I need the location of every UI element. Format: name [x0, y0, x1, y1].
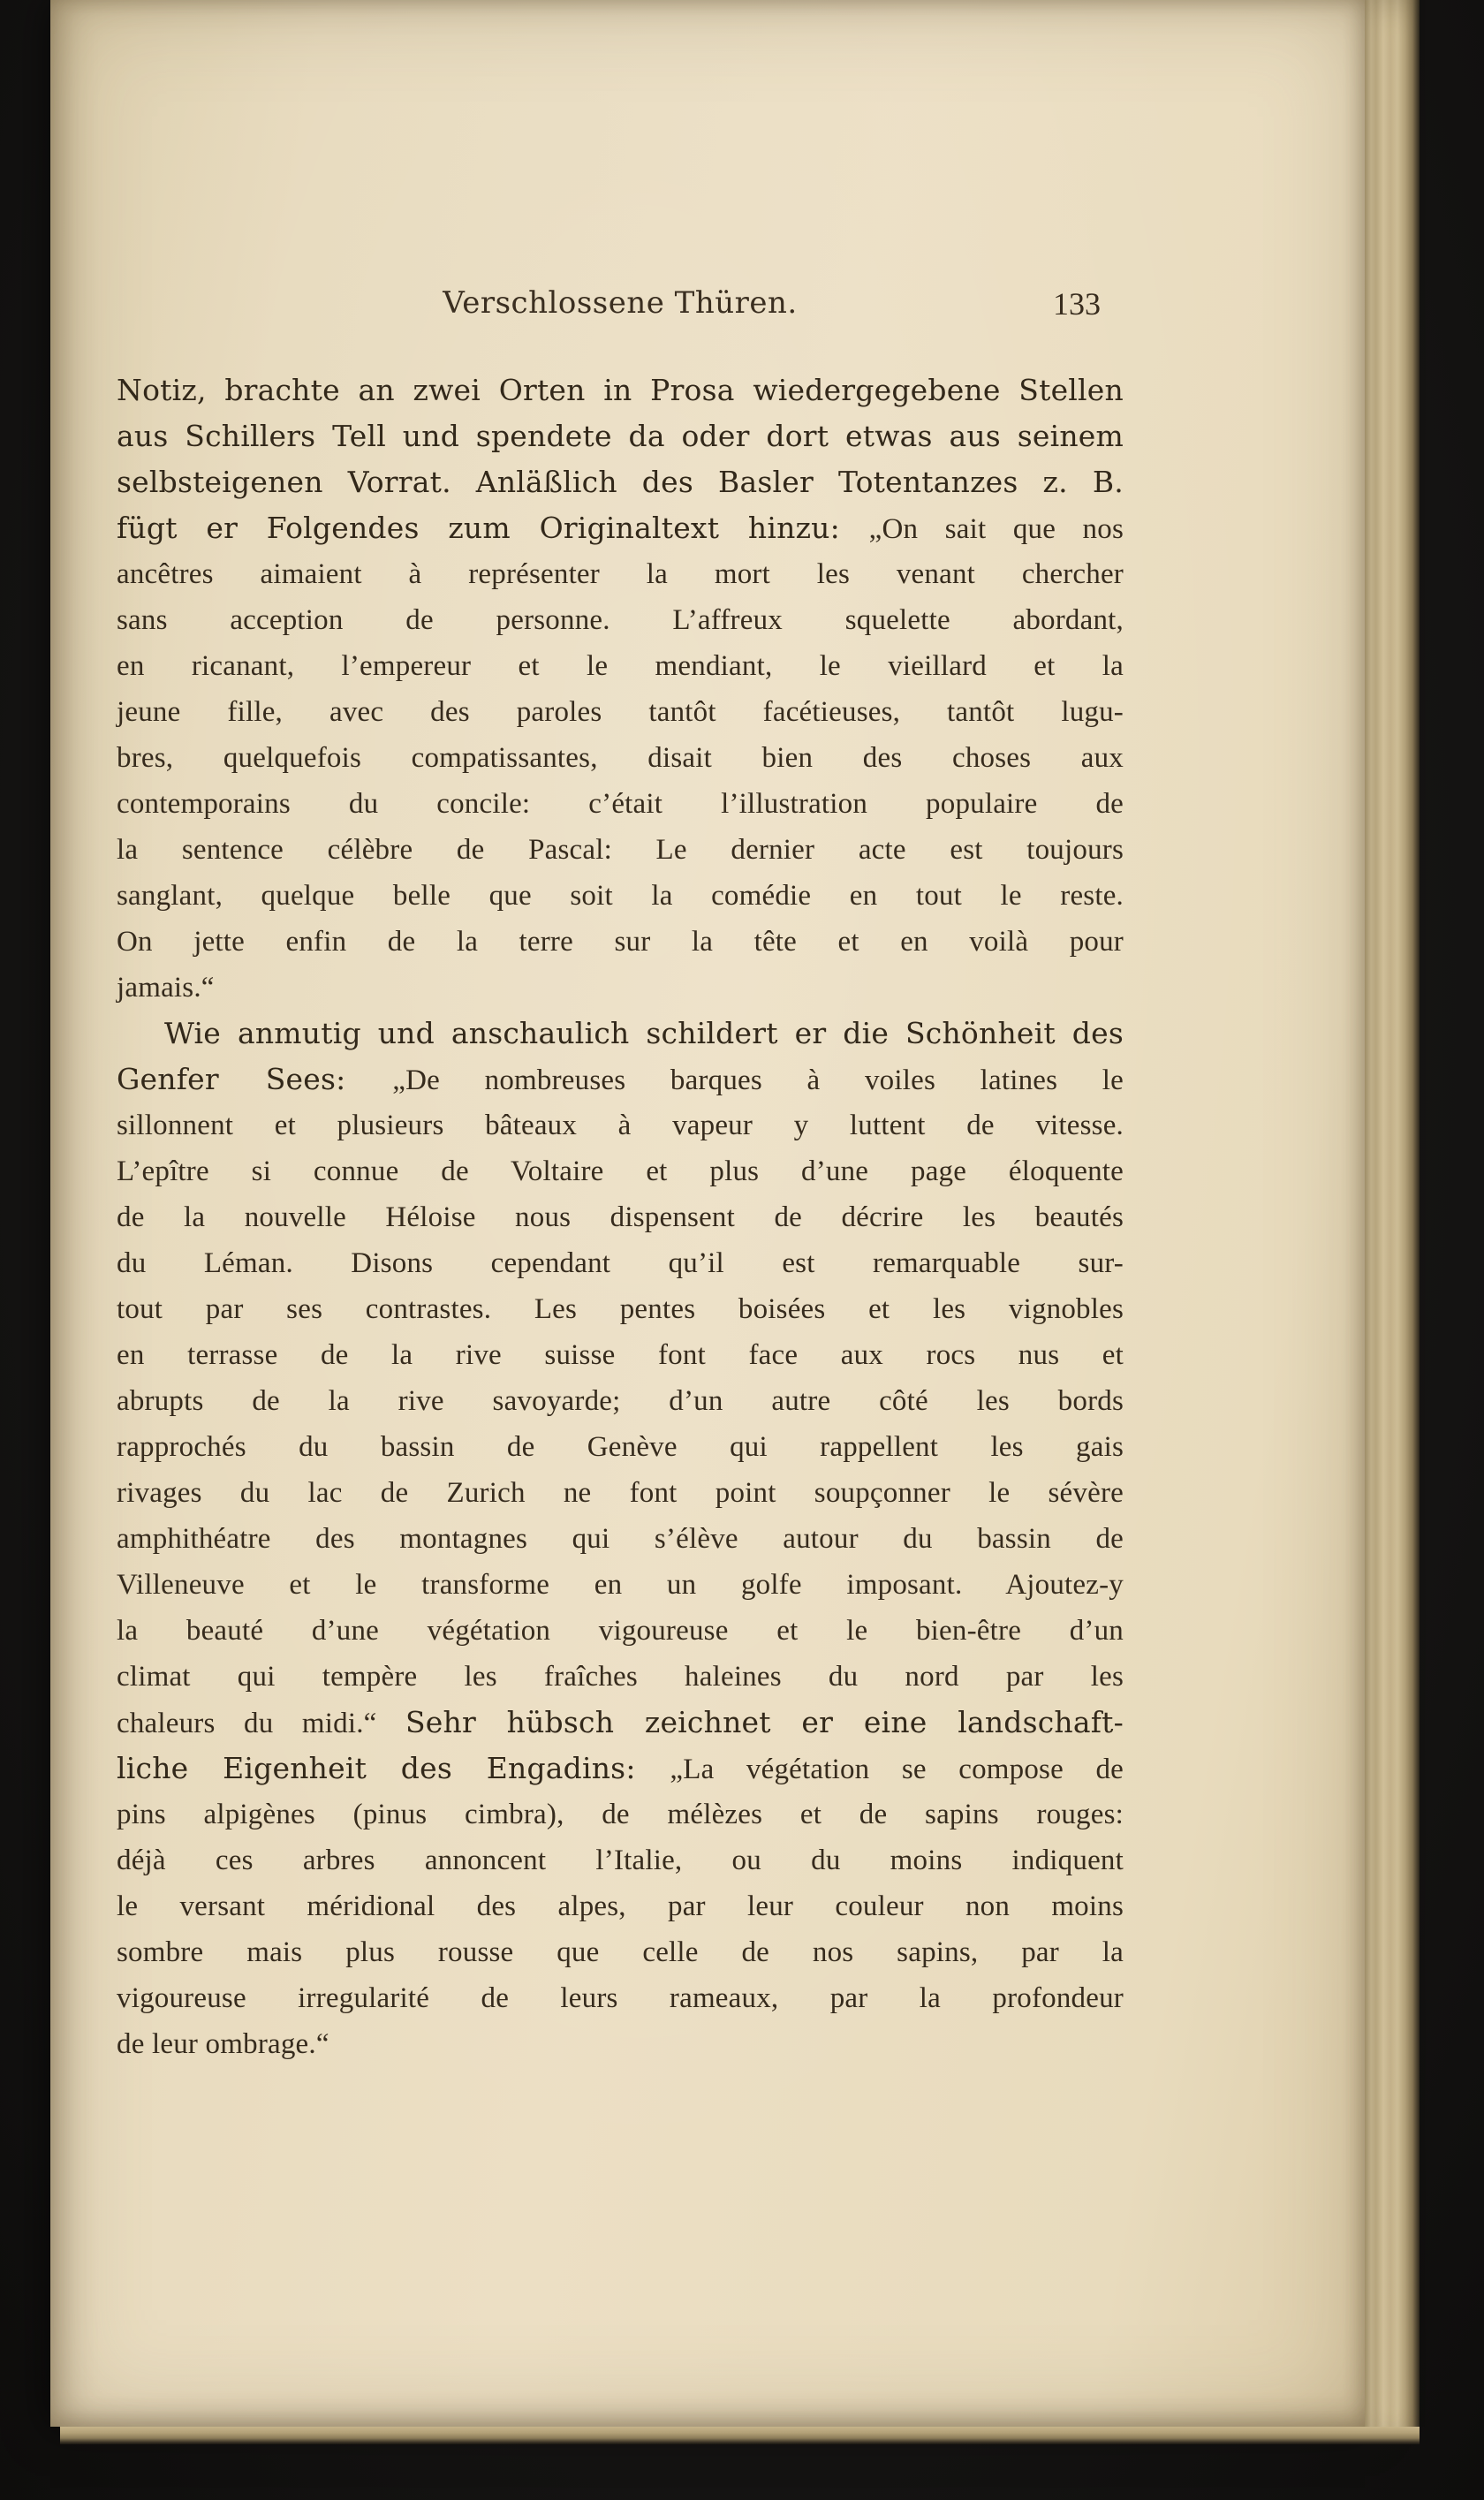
text-segment-fr: rivages du lac de Zurich ne font point soupçonner le sévère — [117, 1477, 1124, 1509]
text-segment-fr: „On sait que nos — [868, 513, 1124, 545]
text-block — [117, 367, 1124, 2067]
page-stack-edge-bottom — [60, 2427, 1420, 2444]
text-segment-de: liche Eigenheit des Engadins: — [117, 1751, 670, 1785]
text-segment-fr: chaleurs du midi.“ — [117, 1708, 405, 1739]
text-segment-fr: déjà ces arbres annoncent l’Italie, ou du moins indiquent — [117, 1845, 1124, 1876]
text-segment-de: Notiz, brachte an zwei Orten in Prosa wiedergegebene Stellen — [117, 373, 1124, 407]
text-segment-fr: sanglant, quelque belle que soit la comédie en tout le reste. — [117, 880, 1124, 912]
text-segment-de: Sehr hübsch zeichnet er eine landschaft- — [405, 1705, 1124, 1739]
text-line — [117, 1929, 1124, 1975]
text-line — [117, 1608, 1124, 1654]
text-line — [117, 1194, 1124, 1240]
text-line — [117, 1332, 1124, 1378]
text-segment-fr: la sentence célèbre de Pascal: Le dernier acte est toujours — [117, 834, 1124, 866]
text-line — [117, 643, 1124, 689]
text-line — [117, 689, 1124, 735]
text-segment-fr: contemporains du concile: c’était l’illustration populaire de — [117, 788, 1124, 820]
text-line — [117, 459, 1124, 505]
text-line — [117, 551, 1124, 597]
text-line — [117, 1516, 1124, 1562]
text-segment-fr: Villeneuve et le transforme en un golfe imposant. Ajoutez-y — [117, 1569, 1124, 1601]
text-line — [117, 1654, 1124, 1700]
book-page — [50, 0, 1365, 2427]
text-segment-fr: en ricanant, l’empereur et le mendiant, le vieillard et la — [117, 650, 1124, 682]
text-segment-fr: de leur ombrage.“ — [117, 2028, 329, 2060]
text-segment-fr: climat qui tempère les fraîches haleines du nord par les — [117, 1661, 1124, 1693]
text-line — [117, 873, 1124, 919]
text-segment-fr: abrupts de la rive savoyarde; d’un autre côté les bords — [117, 1385, 1124, 1417]
text-line — [117, 2021, 1124, 2067]
page-stack-edge-right — [1365, 0, 1420, 2443]
text-segment-de: Wie anmutig und anschaulich schildert er die Schönheit des — [164, 1016, 1124, 1050]
text-line — [117, 1148, 1124, 1194]
text-line — [117, 1700, 1124, 1746]
text-segment-fr: ancêtres aimaient à représenter la mort les venant chercher — [117, 558, 1124, 590]
text-line — [117, 1562, 1124, 1608]
text-line — [117, 1286, 1124, 1332]
text-segment-fr: On jette enfin de la terre sur la tête et en voilà pour — [117, 926, 1124, 958]
text-line — [117, 367, 1124, 413]
text-segment-fr: rapprochés du bassin de Genève qui rappellent les gais — [117, 1431, 1124, 1463]
page-number: 133 — [1053, 286, 1101, 322]
text-segment-fr: L’epître si connue de Voltaire et plus d’une page éloquente — [117, 1155, 1124, 1187]
text-line — [117, 1240, 1124, 1286]
text-segment-fr: „De nombreuses barques à voiles latines le — [392, 1064, 1124, 1096]
running-title: Verschlossene Thüren. — [443, 285, 798, 321]
text-line — [117, 735, 1124, 781]
text-segment-fr: du Léman. Disons cependant qu’il est remarquable sur- — [117, 1247, 1124, 1279]
page-header — [117, 281, 1124, 330]
text-line — [117, 1837, 1124, 1883]
text-line — [117, 1975, 1124, 2021]
text-segment-de: aus Schillers Tell und spendete da oder dort etwas aus seinem — [117, 419, 1124, 453]
text-segment-fr: sombre mais plus rousse que celle de nos sapins, par la — [117, 1936, 1124, 1968]
text-segment-fr: le versant méridional des alpes, par leur couleur non moins — [117, 1890, 1124, 1922]
text-segment-fr: bres, quelquefois compatissantes, disait bien des choses aux — [117, 742, 1124, 774]
page-content — [117, 281, 1124, 2067]
text-line — [117, 827, 1124, 873]
text-segment-fr: jeune fille, avec des paroles tantôt facétieuses, tantôt lugu- — [117, 696, 1124, 728]
text-line — [117, 1378, 1124, 1424]
text-segment-fr: pins alpigènes (pinus cimbra), de mélèzes et de sapins rouges: — [117, 1799, 1124, 1830]
text-line — [117, 1057, 1124, 1102]
text-line — [117, 1470, 1124, 1516]
text-segment-fr: sillonnent et plusieurs bâteaux à vapeur y luttent de vitesse. — [117, 1110, 1124, 1141]
text-line — [117, 413, 1124, 459]
text-line — [117, 1011, 1124, 1057]
text-segment-de: Genfer Sees: — [117, 1062, 393, 1096]
text-segment-fr: tout par ses contrastes. Les pentes boisées et les vignobles — [117, 1293, 1124, 1325]
text-line — [117, 1424, 1124, 1470]
text-line — [117, 781, 1124, 827]
text-line — [117, 965, 1124, 1011]
text-segment-fr: jamais.“ — [117, 972, 215, 1004]
text-segment-fr: en terrasse de la rive suisse font face aux rocs nus et — [117, 1339, 1124, 1371]
text-segment-fr: „La végétation se compose de — [670, 1754, 1124, 1785]
text-segment-fr: de la nouvelle Héloise nous dispensent de décrire les beautés — [117, 1201, 1124, 1233]
text-line — [117, 919, 1124, 965]
text-line — [117, 505, 1124, 551]
text-segment-de: selbsteigenen Vorrat. Anläßlich des Basler Totentanzes z. B. — [117, 465, 1124, 499]
text-segment-fr: vigoureuse irregularité de leurs rameaux, par la profondeur — [117, 1982, 1124, 2014]
text-segment-fr: sans acception de personne. L’affreux squelette abordant, — [117, 604, 1124, 636]
text-segment-fr: la beauté d’une végétation vigoureuse et le bien-être d’un — [117, 1615, 1124, 1647]
text-line — [117, 1792, 1124, 1837]
text-segment-fr: amphithéatre des montagnes qui s’élève autour du bassin de — [117, 1523, 1124, 1555]
text-line — [117, 597, 1124, 643]
text-line — [117, 1746, 1124, 1792]
text-line — [117, 1102, 1124, 1148]
text-line — [117, 1883, 1124, 1929]
text-segment-de: fügt er Folgendes zum Originaltext hinzu: — [117, 511, 869, 545]
